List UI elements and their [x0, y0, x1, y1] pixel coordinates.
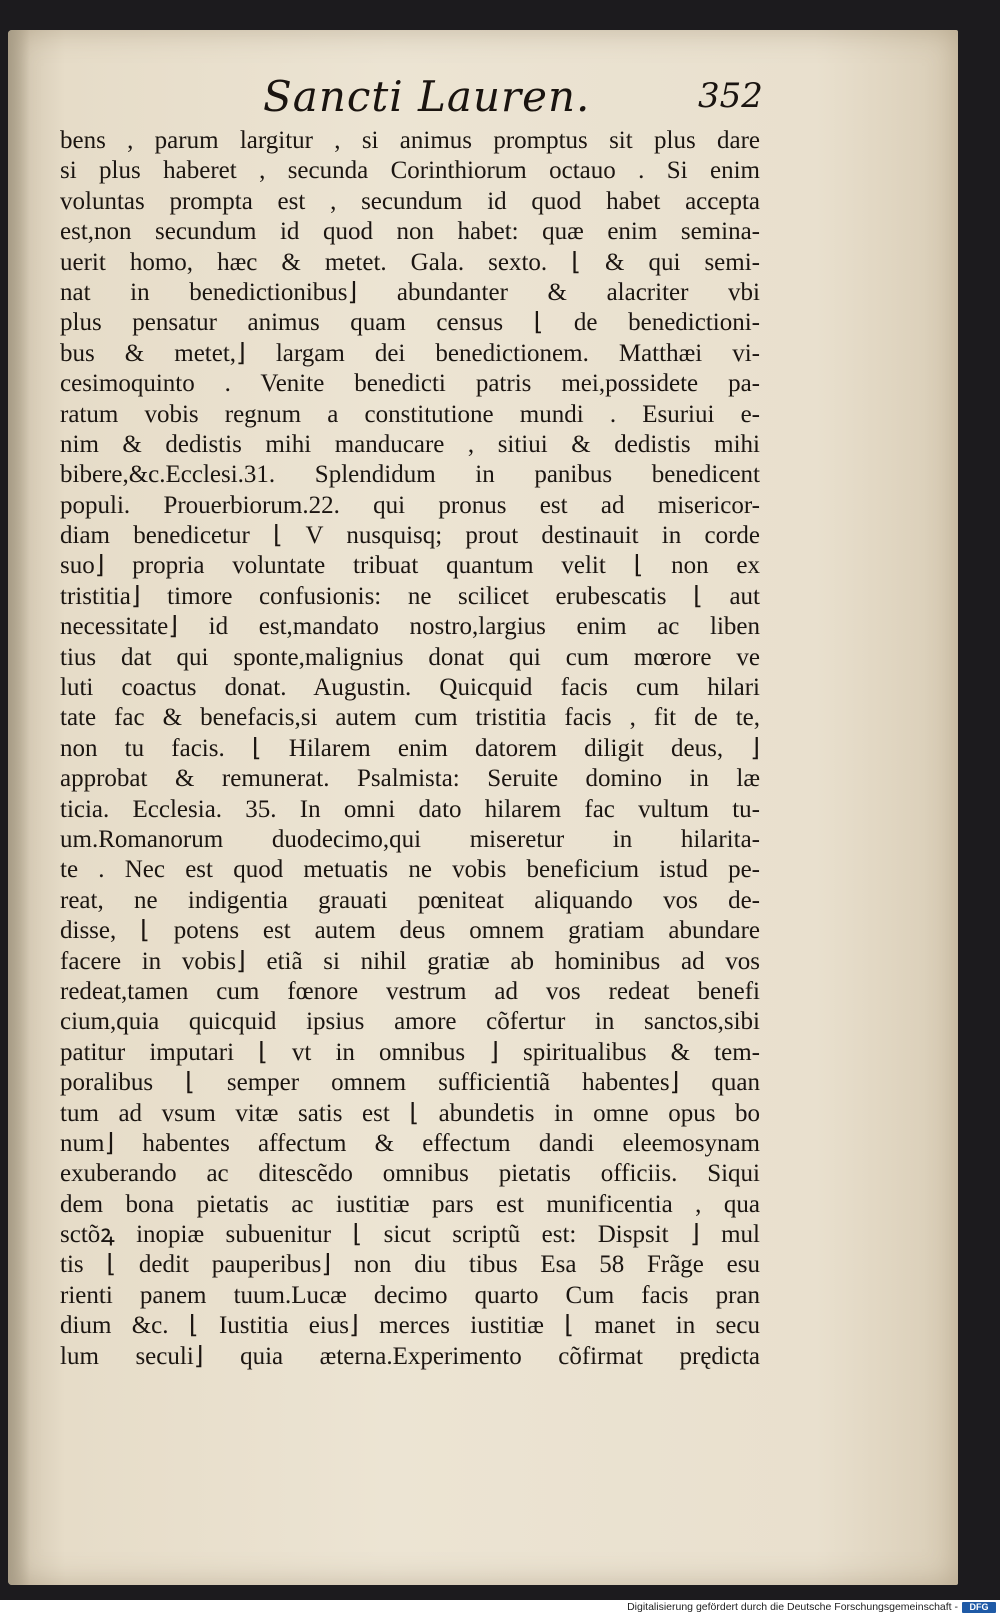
text-line: cium,quia quicquid ipsius amore cõfertur in sanctos,sibi: [60, 1008, 760, 1036]
text-line: non tu facis. ⌊ Hilarem enim datorem diligit deus, ⌋: [60, 734, 760, 762]
text-line: dem bona pietatis ac iustitiæ pars est munificentia , qua: [60, 1190, 760, 1218]
text-line: num⌋ habentes affectum & effectum dandi eleemosynam: [60, 1129, 760, 1157]
text-line: tis ⌊ dedit pauperibus⌋ non diu tibus Esa 58 Frãge esu: [60, 1251, 760, 1279]
text-line: facere in vobis⌋ etiã si nihil gratiæ ab hominibus ad vos: [60, 947, 760, 975]
text-line: cesimoquinto . Venite benedicti patris mei,possidete pa-: [60, 370, 760, 398]
text-line: bibere,&c.Ecclesi.31. Splendidum in panibus benedicent: [60, 461, 760, 489]
text-line: disse, ⌊ potens est autem deus omnem gratiam abundare: [60, 917, 760, 945]
text-line: necessitate⌋ id est,mandato nostro,largius enim ac liben: [60, 613, 760, 641]
text-line: uerit homo, hæc & metet. Gala. sexto. ⌊ & qui semi-: [60, 248, 760, 276]
text-line: diam benedicetur ⌊ V nusquisq; prout destinauit in corde: [60, 522, 760, 550]
text-line: tristitia⌋ timore confusionis: ne scilicet erubescatis ⌊ aut: [60, 582, 760, 610]
text-line: ratum vobis regnum a constitutione mundi . Esuriui e-: [60, 400, 760, 428]
text-line: tum ad vsum vitæ satis est ⌊ abundetis in omne opus bo: [60, 1099, 760, 1127]
text-line: te . Nec est quod metuatis ne vobis beneficium istud pe-: [60, 856, 760, 884]
text-line: sctõꝝ inopiæ subuenitur ⌊ sicut scriptũ est: Dispsit ⌋ mul: [60, 1221, 760, 1249]
book-page: [8, 30, 958, 1585]
text-line: luti coactus donat. Augustin. Quicquid facis cum hilari: [60, 674, 760, 702]
text-line: si plus haberet , secunda Corinthiorum octauo . Si enim: [60, 157, 760, 185]
text-line: plus pensatur animus quam census ⌊ de benedictioni-: [60, 309, 760, 337]
text-line: lum seculi⌋ quia æterna.Experimento cõfirmat prędicta: [60, 1342, 760, 1370]
text-line: nim & dedistis mihi manducare , sitiui & dedistis mihi: [60, 430, 760, 458]
text-line: reat, ne indigentia grauati pœniteat aliquando vos de-: [60, 886, 760, 914]
text-line: ticia. Ecclesia. 35. In omni dato hilarem fac vultum tu-: [60, 795, 760, 823]
running-title: Sancti Lauren.: [263, 72, 591, 121]
text-line: um.Romanorum duodecimo,qui miseretur in hilarita-: [60, 825, 760, 853]
text-line: dium &c. ⌊ Iustitia eius⌋ merces iustitiæ ⌊ manet in secu: [60, 1312, 760, 1340]
page-spine-shadow: [8, 30, 30, 1585]
text-line: approbat & remunerat. Psalmista: Seruite domino in læ: [60, 765, 760, 793]
text-line: tate fac & benefacis,si autem cum tristitia facis , fit de te,: [60, 704, 760, 732]
text-line: bus & metet,⌋ largam dei benedictionem. Matthæi vi-: [60, 339, 760, 367]
text-line: rienti panem tuum.Lucæ decimo quarto Cum facis pran: [60, 1281, 760, 1309]
text-line: exuberando ac ditescẽdo omnibus pietatis officiis. Siqui: [60, 1160, 760, 1188]
text-line: voluntas prompta est , secundum id quod habet accepta: [60, 187, 760, 215]
page-number: 352: [698, 76, 763, 116]
text-line: est,non secundum id quod non habet: quæ enim semina-: [60, 218, 760, 246]
text-line: poralibus ⌊ semper omnem sufficientiã habentes⌋ quan: [60, 1069, 760, 1097]
text-line: patitur imputari ⌊ vt in omnibus ⌋ spiritualibus & tem-: [60, 1038, 760, 1066]
footer-credit: Digitalisierung gefördert durch die Deutsche Forschungsgemeinschaft -: [627, 1601, 958, 1613]
text-line: tius dat qui sponte,malignius donat qui cum mœrore ve: [60, 643, 760, 671]
text-line: nat in benedictionibus⌋ abundanter & alacriter vbi: [60, 278, 760, 306]
body-text: [60, 126, 760, 1372]
text-line: suo⌋ propria voluntate tribuat quantum velit ⌊ non ex: [60, 552, 760, 580]
text-line: populi. Prouerbiorum.22. qui pronus est ad misericor-: [60, 491, 760, 519]
text-line: redeat,tamen cum fœnore vestrum ad vos redeat benefi: [60, 977, 760, 1005]
dfg-logo: DFG: [962, 1602, 996, 1613]
text-line: bens , parum largitur , si animus promptus sit plus dare: [60, 127, 760, 154]
